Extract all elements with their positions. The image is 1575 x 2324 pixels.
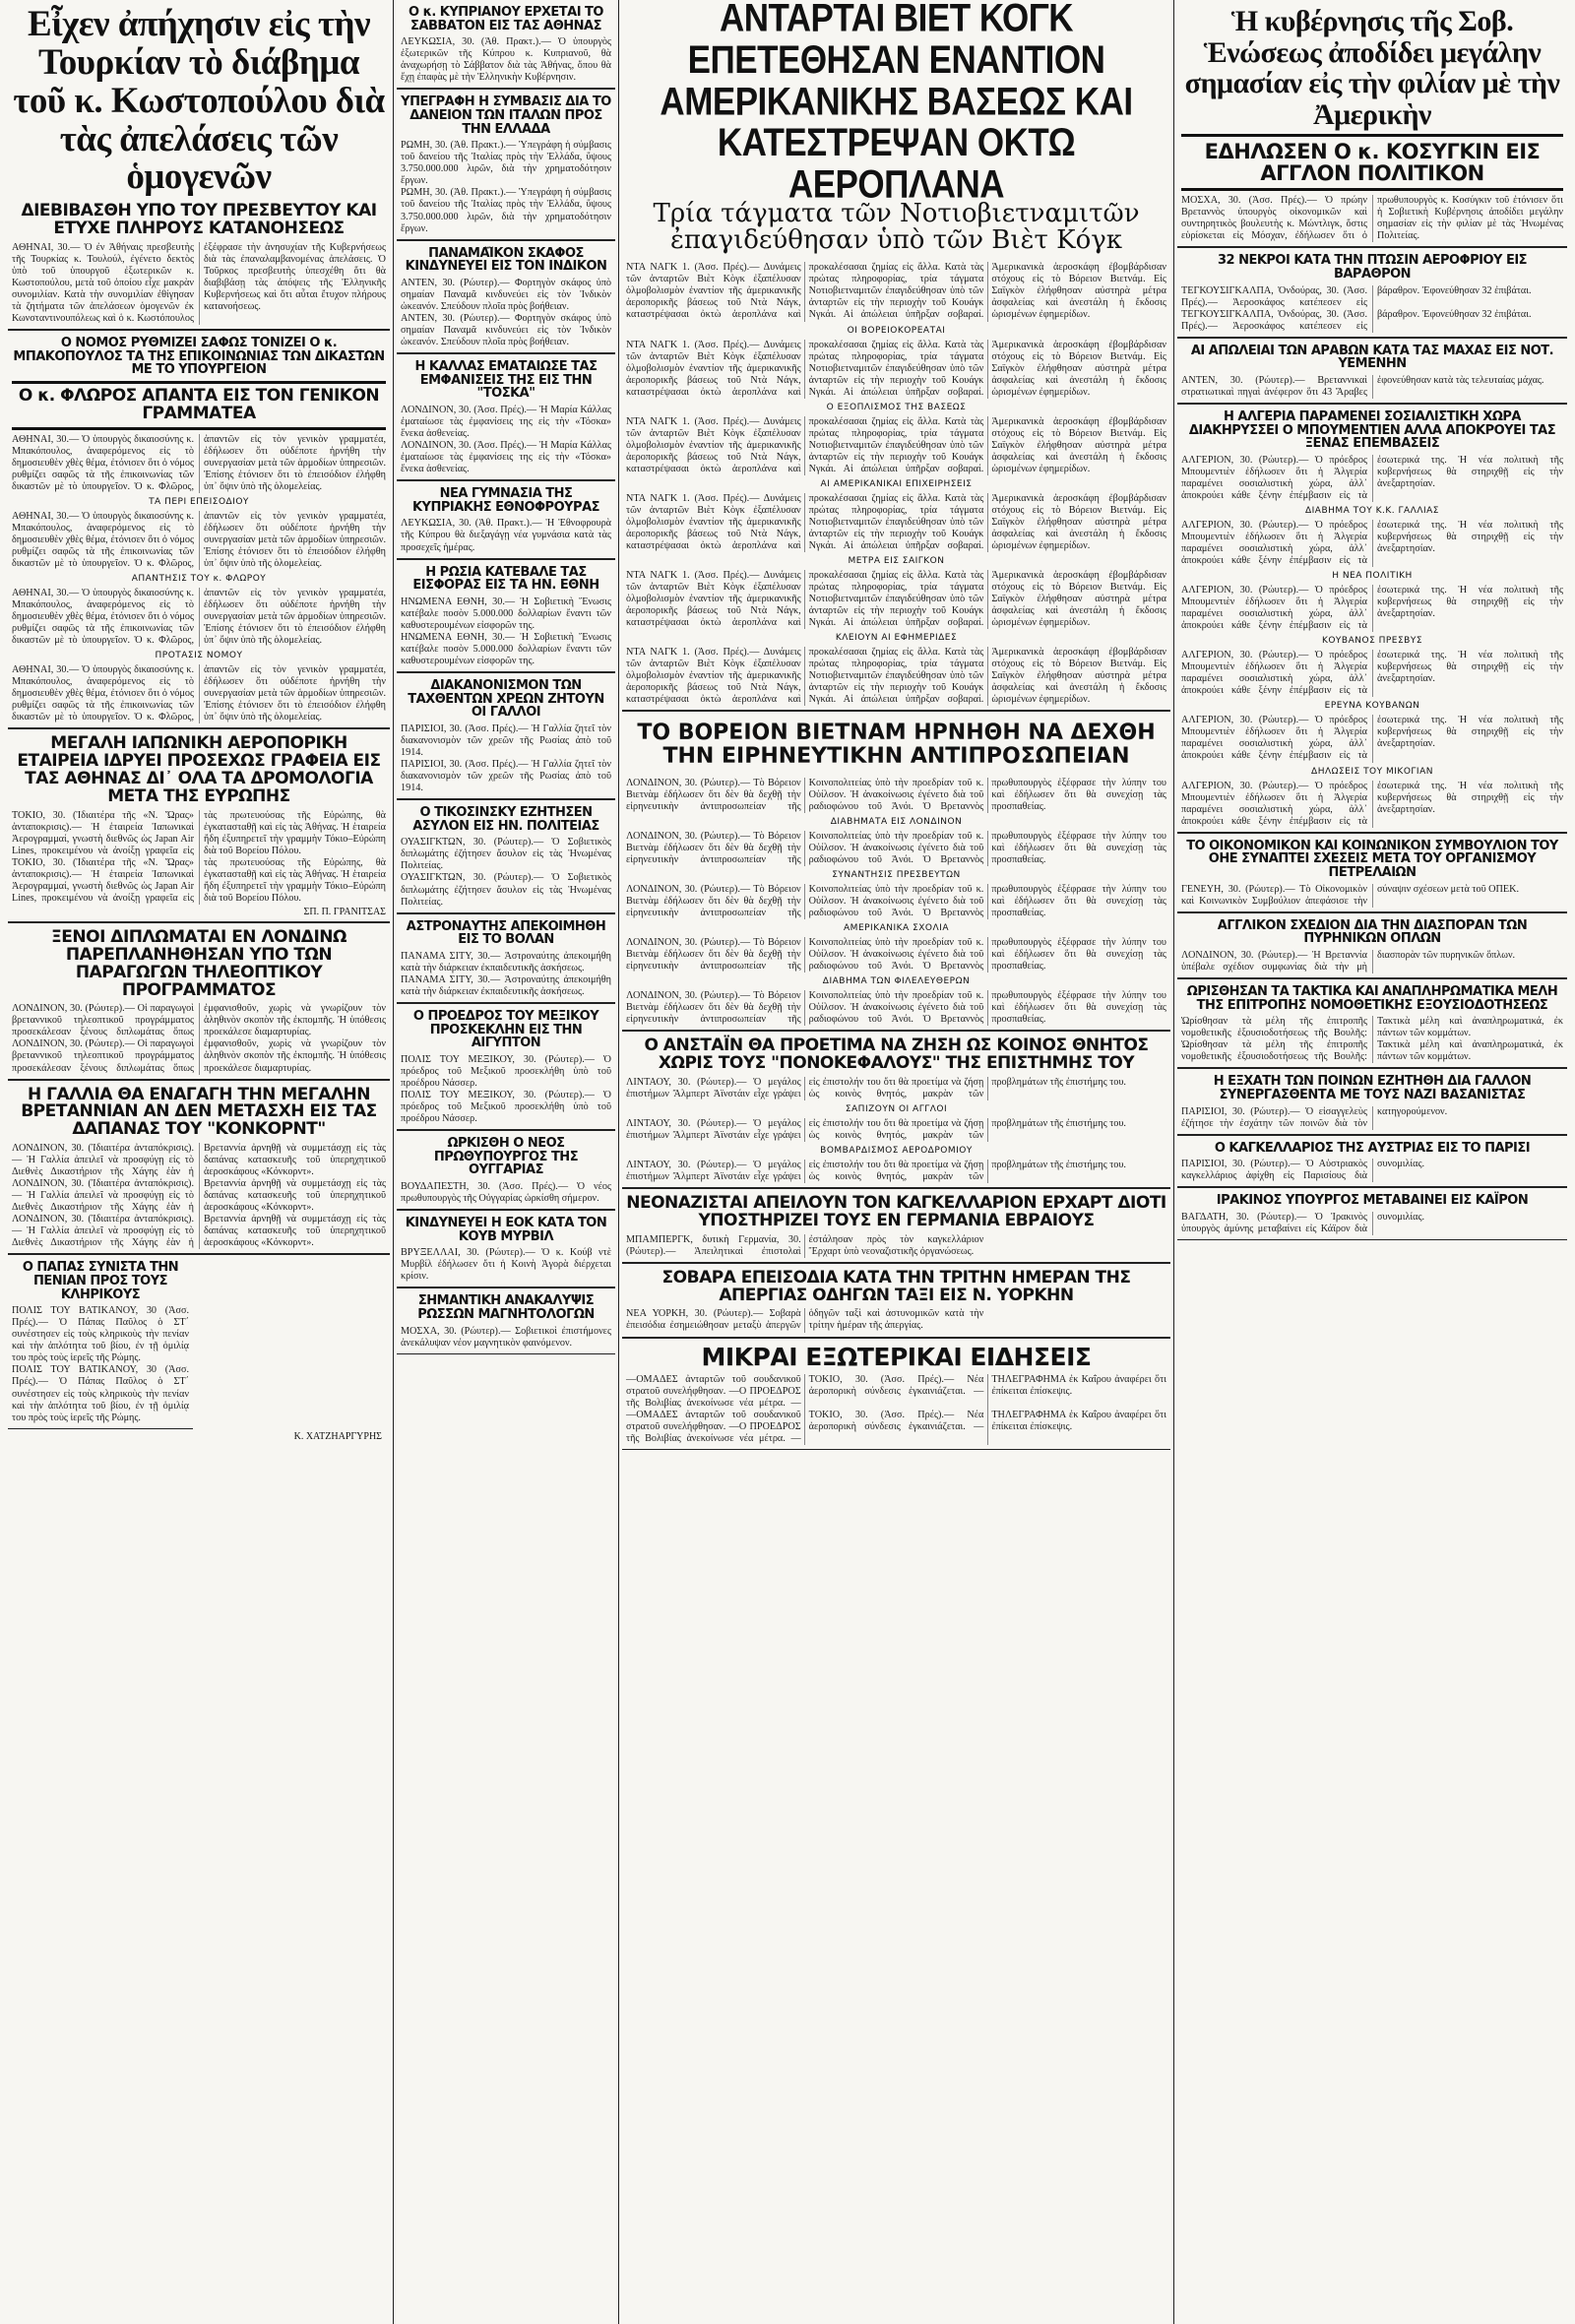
headline: ΑΝΤΑΡΤΑΙ ΒΙΕΤ ΚΟΓΚ ΕΠΕΤΕΘΗΣΑΝ ΕΝΑΝΤΙΟΝ ΑΜΕΡΙΚΑΝΙΚΗΣ ΒΑΣΕΩΣ ΚΑΙ ΚΑΤΕΣΤΡΕΨΑΝ ΟΚΤΩ ΑΕΡΟΠΛΑΝΑ [660, 0, 1133, 207]
headline: ΤΟ ΟΙΚΟΝΟΜΙΚΟΝ ΚΑΙ ΚΟΙΝΩΝΙΚΟΝ ΣΥΜΒΟΥΛΙΟΝ ΤΟΥ ΟΗΕ ΣΥΝΑΠΤΕΙ ΣΧΕΣΕΙΣ ΜΕΤΑ ΤΟΥ ΟΡΓΑΝΙΣΜΟΥ ΠΕΤΡΕΛΑΙΩΝ [1186, 838, 1558, 880]
article-body-cont: Ὡρίσθησαν τὰ μέλη τῆς ἐπιτροπῆς νομοθετικῆς ἐξουσιοδοτήσεως τῆς Βουλῆς: Τακτικὰ μέλη καὶ ἀναπληρωματικά, ἐκ πάντων τῶν κομμάτων. [1181, 1039, 1563, 1063]
article-body-cont: ΛΟΝΔΙΝΟΝ, 30. (Ρώυτερ).— Τὸ Βόρειον Βιετνὰμ ἐδήλωσεν ὅτι δὲν θὰ δεχθῇ τὴν εἰρηνευτικὴν ἀντιπροσωπείαν τῆς Κοινοπολιτείας ὑπὸ τὴν προεδρίαν τοῦ κ. Οὐίλσον. Ἡ ἀνακοίνωσις ἐγένετο διὰ τοῦ ραδιοφώνου τοῦ Ἀνόι. Ὁ Βρεταννὸς πρωθυπουργὸς ἐξέφρασε τὴν λύπην του καὶ ἐδήλωσεν ὅτι θὰ συνεχίσῃ τὰς προσπαθείας. [626, 883, 1166, 918]
section-label: ΕΡΕΥΝΑ ΚΟΥΒΑΝΩΝ [1324, 701, 1420, 712]
article-body: —ΟΜΑΔΕΣ ἀνταρτῶν τοῦ σουδανικοῦ στρατοῦ συνελήφθησαν. —Ο ΠΡΟΕΔΡΟΣ τῆς Βολιβίας ἀνεκοίνωσε νέα μέτρα. —ΤΟΚΙΟ, 30. (Ἀσσ. Πρές).— Νέα ἀεροπορικὴ σύνδεσις ἐγκαινιάζεται. —ΤΗΛΕΓΡΑΦΗΜΑ ἐκ Καΐρου ἀναφέρει ὅτι ἐπίκειται ἐπίσκεψις. [626, 1373, 1166, 1409]
headline: Ο ΚΑΓΚΕΛΛΑΡΙΟΣ ΤΗΣ ΑΥΣΤΡΙΑΣ ΕΙΣ ΤΟ ΠΑΡΙΣΙ [1214, 1140, 1531, 1156]
deck: ΔΙΕΒΙΒΑΣΘΗ ΥΠΟ ΤΟΥ ΠΡΕΣΒΕΥΤΟΥ ΚΑΙ ΕΤΥΧΕ ΠΛΗΡΟΥΣ ΚΑΤΑΝΟΗΣΕΩΣ [21, 201, 377, 239]
article-body: ΛΙΝΤΑΟΥ, 30. (Ρώυτερ).— Ὁ μεγάλος ἐπιστήμων Ἄλμπερτ Ἀϊνστάιν εἶχε γράψει εἰς ἐπιστολήν του ὅτι θὰ προετίμα νὰ ζήσῃ ὡς κοινὸς θνητός, μακρὰν τῶν προβλημάτων τῆς ἐπιστήμης του. [626, 1076, 1126, 1099]
article-body-cont: ΛΟΝΔΙΝΟΝ, 30. (Ρώυτερ).— Τὸ Βόρειον Βιετνὰμ ἐδήλωσεν ὅτι δὲν θὰ δεχθῇ τὴν εἰρηνευτικὴν ἀντιπροσωπείαν τῆς Κοινοπολιτείας ὑπὸ τὴν προεδρίαν τοῦ κ. Οὐίλσον. Ἡ ἀνακοίνωσις ἐγένετο διὰ τοῦ ραδιοφώνου τοῦ Ἀνόι. Ὁ Βρεταννὸς πρωθυπουργὸς ἐξέφρασε τὴν λύπην του καὶ ἐδήλωσεν ὅτι θὰ συνεχίσῃ τὰς προσπαθείας. [626, 990, 1166, 1026]
article-body: ΛΟΝΔΙΝΟΝ, 30. (Ἀσσ. Πρές).— Ἡ Μαρία Κάλλας ἐματαίωσε τὰς ἐμφανίσεις της εἰς τὴν «Τόσκα» ἕνεκα ἀσθενείας. [401, 404, 611, 440]
article-body-cont: ΑΘΗΝΑΙ, 30.— Ὁ ὑπουργὸς δικαιοσύνης κ. Μπακόπουλος, ἀναφερόμενος εἰς τὸ δημοσιευθὲν χθὲς θέμα, ἐτόνισεν ὅτι ὁ νόμος ρυθμίζει σαφῶς τὰ τῆς ἐπικοινωνίας τῶν δικαστῶν μὲ τὸ ὑπουργεῖον. Ὁ κ. Φλῶρος, ἀπαντῶν εἰς τὸν γενικὸν γραμματέα, ἐδήλωσεν ὅτι οὐδέποτε ἠρνήθη τὴν συνεργασίαν μετὰ τῶν ἁρμοδίων ὑπηρεσιῶν. Ἐπίσης ἐτόνισεν ὅτι τὸ ἐπεισόδιον ἐλήφθη ὑπ᾽ ὄψιν ὑπὸ τῆς ὁλομελείας. [12, 588, 386, 647]
article-body-cont: ΛΟΝΔΙΝΟΝ, 30. (Ρώυτερ).— Οἱ παραγωγοὶ βρεταννικοῦ τηλεοπτικοῦ προγράμματος προσεκάλεσαν ξένους διπλωμάτας ὅπως ἐμφανισθοῦν, χωρὶς νὰ γνωρίζουν τὸν ἀληθινὸν σκοπὸν τῆς ἐκπομπῆς. Ἡ ὑπόθεσις προεκάλεσε διαμαρτυρίας. [12, 1038, 386, 1074]
article-body: ΑΘΗΝΑΙ, 30.— Ὁ ὑπουργὸς δικαιοσύνης κ. Μπακόπουλος, ἀναφερόμενος εἰς τὸ δημοσιευθὲν χθὲς θέμα, ἐτόνισεν ὅτι ὁ νόμος ρυθμίζει σαφῶς τὰ τῆς ἐπικοινωνίας τῶν δικαστῶν μὲ τὸ ὑπουργεῖον. Ὁ κ. Φλῶρος, ἀπαντῶν εἰς τὸν γενικὸν γραμματέα, ἐδήλωσεν ὅτι οὐδέποτε ἠρνήθη τὴν συνεργασίαν μετὰ τῶν ἁρμοδίων ὑπηρεσιῶν. Ἐπίσης ἐτόνισεν ὅτι τὸ ἐπεισόδιον ἐλήφθη ὑπ᾽ ὄψιν ὑπὸ τῆς ὁλομελείας. [12, 433, 386, 492]
headline: Η ΑΛΓΕΡΙΑ ΠΑΡΑΜΕΝΕΙ ΣΟΣΙΑΛΙΣΤΙΚΗ ΧΩΡΑ ΔΙΑΚΗΡΥΣΣΕΙ Ο ΜΠΟΥΜΕΝΤΙΕΝ ΑΛΛΑ ΑΠΟΚΡΟΥΕΙ ΤΑΣ ΞΕΝΑΣ ΕΠΕΜΒΑΣΕΙΣ [1188, 408, 1556, 452]
byline: Κ. ΧΑΤΖΗΑΡΓΥΡΗΣ [293, 1430, 382, 1442]
article-body: ΓΕΝΕΥΗ, 30. (Ρώυτερ).— Τὸ Οἰκονομικὸν καὶ Κοινωνικὸν Συμβούλιον ἀπεφάσισε τὴν σύναψιν σχέσεων μετὰ τοῦ ΟΠΕΚ. [1181, 883, 1520, 907]
article-vietcong [622, 0, 1170, 712]
section-label: ΟΙ ΒΟΡΕΙΟΚΟΡΕΑΤΑΙ [847, 325, 946, 336]
article-pope [8, 1255, 193, 1428]
section-label: ΔΙΑΒΗΜΑ ΤΟΥ Κ.Κ. ΓΑΛΛΙΑΣ [1304, 506, 1439, 517]
article-body: ΜΠΑΜΠΕΡΓΚ, δυτικὴ Γερμανία, 30. (Ρώυτερ).— Ἀπειλητικαὶ ἐπιστολαὶ ἐστάλησαν πρὸς τὸν καγκελλάριον Ἔρχαρτ ὑπὸ νεοναζιστικῆς ὀργανώσεως. [626, 1233, 984, 1257]
section-label: ΣΥΝΑΝΤΗΣΙΣ ΠΡΕΣΒΕΥΤΩΝ [832, 869, 961, 880]
article-japan-airline [8, 729, 390, 923]
article-eec [397, 1211, 615, 1288]
article-body: ΒΑΓΔΑΤΗ, 30. (Ρώυτερ).— Ὁ Ἰρακινὸς ὑπουργὸς ἀμύνης μεταβαίνει εἰς Κάϊρον διὰ συνομιλίας. [1181, 1212, 1425, 1235]
article-panama-ship [397, 241, 615, 354]
headline: ΩΡΚΙΣΘΗ Ο ΝΕΟΣ ΠΡΩΘΥΠΟΥΡΓΟΣ ΤΗΣ ΟΥΓΓΑΡΙΑΣ [433, 1136, 579, 1178]
article-taxi-strike [622, 1264, 1170, 1339]
article-body: ΤΕΓΚΟΥΣΙΓΚΑΛΠΑ, Ὁνδούρας, 30. (Ἀσσ. Πρές).— Ἀεροσκάφος κατέπεσεν εἰς βάραθρον. Ἐφονεύθησαν 32 ἐπιβάται. [1181, 284, 1532, 308]
article-mexico [397, 1004, 615, 1131]
article-body-cont: ΑΝΤΕΝ, 30. (Ρώυτερ).— Φορτηγὸν σκάφος ὑπὸ σημαίαν Παναμᾶ κινδυνεύει εἰς τὸν Ἰνδικὸν ὠκεανόν. Σπεύδουν πλοῖα πρὸς βοήθειαν. [401, 312, 611, 348]
article-body-cont: ΤΟΚΙΟ, 30. (Ἰδιαιτέρα τῆς «Ν. Ὥρας» ἀνταποκρισις).— Ἡ ἑταιρεία Ἰαπωνικαὶ Ἀερογραμμαί, γνωστὴ διεθνῶς ὡς Japan Air Lines, προκειμένου νὰ ἀνοίξῃ γραφεῖα εἰς τὰς πρωτευούσας τῆς Εὐρώπης, θὰ ἐγκατασταθῇ καὶ εἰς τὰς Ἀθήνας. Ἡ ἑταιρεία ἤδη ἐξυπηρετεῖ τὴν γραμμὴν Τόκιο–Εὐρώπη διὰ τοῦ Βορείου Πόλου. [12, 856, 386, 904]
headline: ΚΙΝΔΥΝΕΥΕΙ Η ΕΟΚ ΚΑΤΑ ΤΟΝ ΚΟΥΒ ΜΥΡΒΙΛ [405, 1216, 607, 1244]
article-austria [1177, 1136, 1567, 1189]
article-kosygin [1177, 0, 1567, 248]
article-body: ΠΟΛΙΣ ΤΟΥ ΜΕΞΙΚΟΥ, 30. (Ρώυτερ).— Ὁ πρόεδρος τοῦ Μεξικοῦ προσεκλήθη ὑπὸ τοῦ προέδρου Νάσσερ. [401, 1053, 611, 1089]
article-einstein [622, 1032, 1170, 1189]
article-diplomats [8, 923, 390, 1081]
article-body: ΑΘΗΝΑΙ, 30.— Ὁ ἐν Ἀθήναις πρεσβευτὴς τῆς Τουρκίας κ. Τουλούλ, ἐγένετο δεκτὸς ὑπὸ τοῦ ὑπουργοῦ ἐξωτερικῶν κ. Κωστοπούλου, μετὰ τοῦ ὁποίου εἶχε μακρὰν συνομιλίαν. Κατὰ τὴν συνομιλίαν ἐθίγησαν τὰ ζητήματα τῶν ἀπελάσεων ὁμογενῶν ἐκ Κωνσταντινουπόλεως καὶ ὁ κ. Κωστόπουλος ἐξέφρασε τὴν ἀνησυχίαν τῆς Κυβερνήσεως διὰ τὰς ἐπαναλαμβανομένας ἀπελάσεις. Ὁ Τοῦρκος πρεσβευτὴς ὑπεσχέθη ὅτι θὰ διαβιβάσῃ τὰς ἀπόψεις τῆς Ἑλληνικῆς Κυβερνήσεως καὶ ὅτι αὗται ἔτυχον πλήρους κατανοήσεως. [12, 241, 386, 325]
article-french-debts [397, 673, 615, 800]
article-body-cont: ΤΕΓΚΟΥΣΙΓΚΑΛΠΑ, Ὁνδούρας, 30. (Ἀσσ. Πρές).— Ἀεροσκάφος κατέπεσεν εἰς βάραθρον. Ἐφονεύθησαν 32 ἐπιβάται. [1181, 308, 1532, 332]
article-plane-crash [1177, 248, 1567, 338]
article-callas [397, 354, 615, 481]
column-rule [393, 0, 394, 2324]
article-body-cont: ΑΘΗΝΑΙ, 30.— Ὁ ὑπουργὸς δικαιοσύνης κ. Μπακόπουλος, ἀναφερόμενος εἰς τὸ δημοσιευθὲν χθὲς θέμα, ἐτόνισεν ὅτι ὁ νόμος ρυθμίζει σαφῶς τὰ τῆς ἐπικοινωνίας τῶν δικαστῶν μὲ τὸ ὑπουργεῖον. Ὁ κ. Φλῶρος, ἀπαντῶν εἰς τὸν γενικὸν γραμματέα, ἐδήλωσεν ὅτι οὐδέποτε ἠρνήθη τὴν συνεργασίαν μετὰ τῶν ἁρμοδίων ὑπηρεσιῶν. Ἐπίσης ἐτόνισεν ὅτι τὸ ἐπεισόδιον ἐλήφθη ὑπ᾽ ὄψιν ὑπὸ τῆς ὁλομελείας. [12, 510, 386, 570]
headline: ΜΙΚΡΑΙ ΕΞΩΤΕΡΙΚΑΙ ΕΙΔΗΣΕΙΣ [701, 1342, 1092, 1371]
article-body: ΠΑΝΑΜΑ ΣΙΤΥ, 30.— Ἀστροναύτης ἀπεκοιμήθη κατὰ τὴν διάρκειαν ἐκπαιδευτικῆς ἀσκήσεως. [401, 950, 611, 974]
article-neonazis [622, 1189, 1170, 1264]
section-label: ΑΠΑΝΤΗΣΙΣ ΤΟΥ κ. ΦΛΩΡΟΥ [131, 574, 267, 585]
headline: Η ΕΞΧΑΤΗ ΤΩΝ ΠΟΙΝΩΝ ΕΖΗΤΗΘΗ ΔΙΑ ΓΑΛΛΟΝ ΣΥΝΕΡΓΑΣΘΕΝΤΑ ΜΕ ΤΟΥΣ ΝΑΖΙ ΒΑΣΑΝΙΣΤΑΣ [1213, 1074, 1532, 1103]
headline: Ο ΑΝΣΤΑΪΝ ΘΑ ΠΡΟΕΤΙΜΑ ΝΑ ΖΗΣΗ ΩΣ ΚΟΙΝΟΣ ΘΝΗΤΟΣ ΧΩΡΙΣ ΤΟΥΣ "ΠΟΝΟΚΕΦΑΛΟΥΣ" ΤΗΣ ΕΠΙΣΤΗΜΗΣ ΤΟΥ [644, 1036, 1149, 1073]
article-body-cont: ΝΤΑ ΝΑΓΚ 1. (Ἀσσ. Πρές).— Δυνάμεις τῶν ἀνταρτῶν Βιὲτ Κὸγκ ἐξαπέλυσαν ὀλμοβολισμὸν ἐναντίον τῆς ἀμερικανικῆς ἀεροπορικῆς βάσεως τοῦ Ντὰ Νάγκ, καταστρέψασαι ὀκτὼ ἀεροπλάνα καὶ προκαλέσασαι ζημίας εἰς ἄλλα. Κατὰ τὰς πρώτας πληροφορίας, τρία τάγματα Νοτιοβιετναμιτῶν ἐπαγιδεύθησαν ὑπὸ τῶν ἀνταρτῶν εἰς τὴν περιοχὴν τοῦ Κουάγκ Νγκάι. Αἱ ἀπώλειαι ὑπῆρξαν σοβαραί. Ἀμερικανικὰ ἀεροσκάφη ἐβομβάρδισαν στόχους εἰς τὸ Βόρειον Βιετνάμ. Εἰς Σαϊγκὸν ἐλήφθησαν αὐστηρὰ μέτρα ἀσφαλείας καὶ ἀνεστάλη ἡ ἔκδοσις ὡρισμένων ἐφημερίδων. [626, 492, 1166, 551]
headline: Η ΚΑΛΛΑΣ ΕΜΑΤΑΙΩΣΕ ΤΑΣ ΕΜΦΑΝΙΣΕΙΣ ΤΗΣ ΕΙΣ ΤΗΝ "ΤΟΣΚΑ" [414, 359, 598, 402]
section-label: ΚΛΕΙΟΥΝ ΑΙ ΕΦΗΜΕΡΙΔΕΣ [835, 633, 958, 644]
article-body: ΤΟΚΙΟ, 30. (Ἰδιαιτέρα τῆς «Ν. Ὥρας» ἀνταποκρισις).— Ἡ ἑταιρεία Ἰαπωνικαὶ Ἀερογραμμαί, γνωστὴ διεθνῶς ὡς Japan Air Lines, προκειμένου νὰ ἀνοίξῃ γραφεῖα εἰς τὰς πρωτευούσας τῆς Εὐρώπης, θὰ ἐγκατασταθῇ καὶ εἰς τὰς Ἀθήνας. Ἡ ἑταιρεία ἤδη ἐξυπηρετεῖ τὴν γραμμὴν Τόκιο–Εὐρώπη διὰ τοῦ Βορείου Πόλου. [12, 809, 386, 856]
article-body-cont: ΝΤΑ ΝΑΓΚ 1. (Ἀσσ. Πρές).— Δυνάμεις τῶν ἀνταρτῶν Βιὲτ Κὸγκ ἐξαπέλυσαν ὀλμοβολισμὸν ἐναντίον τῆς ἀμερικανικῆς ἀεροπορικῆς βάσεως τοῦ Ντὰ Νάγκ, καταστρέψασαι ὀκτὼ ἀεροπλάνα καὶ προκαλέσασαι ζημίας εἰς ἄλλα. Κατὰ τὰς πρώτας πληροφορίας, τρία τάγματα Νοτιοβιετναμιτῶν ἐπαγιδεύθησαν ὑπὸ τῶν ἀνταρτῶν εἰς τὴν περιοχὴν τοῦ Κουάγκ Νγκάι. Αἱ ἀπώλειαι ὑπῆρξαν σοβαραί. Ἀμερικανικὰ ἀεροσκάφη ἐβομβάρδισαν στόχους εἰς τὸ Βόρειον Βιετνάμ. Εἰς Σαϊγκὸν ἐλήφθησαν αὐστηρὰ μέτρα ἀσφαλείας καὶ ἀνεστάλη ἡ ἔκδοσις ὡρισμένων ἐφημερίδων. [626, 569, 1166, 629]
headline: ΣΟΒΑΡΑ ΕΠΕΙΣΟΔΙΑ ΚΑΤΑ ΤΗΝ ΤΡΙΤΗΝ ΗΜΕΡΑΝ ΤΗΣ ΑΠΕΡΓΙΑΣ ΟΔΗΓΩΝ ΤΑΞΙ ΕΙΣ Ν. ΥΟΡΚΗΝ [662, 1267, 1131, 1305]
headline: Ο ΤΙΚΟΣΙΝΣΚΥ ΕΖΗΤΗΣΕΝ ΑΣΥΛΟΝ ΕΙΣ ΗΝ. ΠΟΛΙΤΕΙΑΣ [412, 805, 599, 834]
headline: ΤΟ ΒΟΡΕΙΟΝ ΒΙΕΤΝΑΜ ΗΡΝΗΘΗ ΝΑ ΔΕΧΘΗ ΤΗΝ ΕΙΡΗΝΕΥΤΙΚΗΝ ΑΝΤΙΠΡΟΣΩΠΕΙΑΝ [637, 721, 1156, 770]
article-body: ΝΤΑ ΝΑΓΚ 1. (Ἀσσ. Πρές).— Δυνάμεις τῶν ἀνταρτῶν Βιὲτ Κὸγκ ἐξαπέλυσαν ὀλμοβολισμὸν ἐναντίον τῆς ἀμερικανικῆς ἀεροπορικῆς βάσεως τοῦ Ντὰ Νάγκ, καταστρέψασαι ὀκτὼ ἀεροπλάνα καὶ προκαλέσασαι ζημίας εἰς ἄλλα. Κατὰ τὰς πρώτας πληροφορίας, τρία τάγματα Νοτιοβιετναμιτῶν ἐπαγιδεύθησαν ὑπὸ τῶν ἀνταρτῶν εἰς τὴν περιοχὴν τοῦ Κουάγκ Νγκάι. Αἱ ἀπώλειαι ὑπῆρξαν σοβαραί. Ἀμερικανικὰ ἀεροσκάφη ἐβομβάρδισαν στόχους εἰς τὸ Βόρειον Βιετνάμ. Εἰς Σαϊγκὸν ἐλήφθησαν αὐστηρὰ μέτρα ἀσφαλείας καὶ ἀνεστάλη ἡ ἔκδοσις ὡρισμένων ἐφημερίδων. [626, 262, 1166, 321]
article-committee [1177, 979, 1567, 1069]
headline: ΣΗΜΑΝΤΙΚΗ ΑΝΑΚΑΛΥΨΙΣ ΡΩΣΣΩΝ ΜΑΓΝΗΤΟΛΟΓΩΝ [417, 1293, 595, 1323]
article-body-cont: ΝΤΑ ΝΑΓΚ 1. (Ἀσσ. Πρές).— Δυνάμεις τῶν ἀνταρτῶν Βιὲτ Κὸγκ ἐξαπέλυσαν ὀλμοβολισμὸν ἐναντίον τῆς ἀμερικανικῆς ἀεροπορικῆς βάσεως τοῦ Ντὰ Νάγκ, καταστρέψασαι ὀκτὼ ἀεροπλάνα καὶ προκαλέσασαι ζημίας εἰς ἄλλα. Κατὰ τὰς πρώτας πληροφορίας, τρία τάγματα Νοτιοβιετναμιτῶν ἐπαγιδεύθησαν ὑπὸ τῶν ἀνταρτῶν εἰς τὴν περιοχὴν τοῦ Κουάγκ Νγκάι. Αἱ ἀπώλειαι ὑπῆρξαν σοβαραί. Ἀμερικανικὰ ἀεροσκάφη ἐβομβάρδισαν στόχους εἰς τὸ Βόρειον Βιετνάμ. Εἰς Σαϊγκὸν ἐλήφθησαν αὐστηρὰ μέτρα ἀσφαλείας καὶ ἀνεστάλη ἡ ἔκδοσις ὡρισμένων ἐφημερίδων. [626, 415, 1166, 474]
article-short-news [622, 1339, 1170, 1450]
article-body: ΜΟΣΧΑ, 30. (Ρώυτερ).— Σοβιετικοὶ ἐπιστήμονες ἀνεκάλυψαν νέον μαγνητικὸν φαινόμενον. [401, 1325, 611, 1349]
article-body: ΒΡΥΞΕΛΛΑΙ, 30. (Ρώυτερ).— Ὁ κ. Κούβ ντὲ Μυρβίλ ἐδήλωσεν ὅτι ἡ Κοινὴ Ἀγορὰ διέρχεται κρίσιν. [401, 1247, 611, 1283]
headline: ΞΕΝΟΙ ΔΙΠΛΩΜΑΤΑΙ ΕΝ ΛΟΝΔΙΝΩ ΠΑΡΕΠΛΑΝΗΘΗΣΑΝ ΥΠΟ ΤΩΝ ΠΑΡΑΓΩΓΩΝ ΤΗΛΕΟΠΤΙΚΟΥ ΠΡΟΓΡΑΜΜΑΤΟΣ [51, 926, 346, 1000]
article-body-cont: ΛΟΝΔΙΝΟΝ, 30. (Ρώυτερ).— Τὸ Βόρειον Βιετνὰμ ἐδήλωσεν ὅτι δὲν θὰ δεχθῇ τὴν εἰρηνευτικὴν ἀντιπροσωπείαν τῆς Κοινοπολιτείας ὑπὸ τὴν προεδρίαν τοῦ κ. Οὐίλσον. Ἡ ἀνακοίνωσις ἐγένετο διὰ τοῦ ραδιοφώνου τοῦ Ἀνόι. Ὁ Βρεταννὸς πρωθυπουργὸς ἐξέφρασε τὴν λύπην του καὶ ἐδήλωσεν ὅτι θὰ συνεχίσῃ τὰς προσπαθείας. [626, 830, 1166, 865]
headline: Ο ΠΡΟΕΔΡΟΣ ΤΟΥ ΜΕΞΙΚΟΥ ΠΡΟΣΚΕΚΛΗΝ ΕΙΣ ΤΗΝ ΑΙΓΥΠΤΟΝ [412, 1008, 599, 1051]
article-asylum [397, 800, 615, 913]
article-judges [8, 331, 390, 729]
subheadline: Τρία τάγματα τῶν Νοτιοβιετναμιτῶν ἐπαγιδεύθησαν ὑπὸ τῶν Βιὲτ Κόγκ [653, 198, 1140, 256]
article-body-cont: ΑΛΓΕΡΙΟΝ, 30. (Ρώυτερ).— Ὁ πρόεδρος Μπουμεντιὲν ἐδήλωσεν ὅτι ἡ Ἀλγερία παραμένει σοσιαλιστικὴ χώρα, ἀλλ᾽ ἀποκρούει κάθε ξένην ἐπέμβασιν εἰς τὰ ἐσωτερικά της. Ἡ νέα πολιτικὴ τῆς κυβερνήσεως θὰ στηριχθῇ εἰς τὴν ἀνεξαρτησίαν. [1181, 520, 1563, 567]
article-magnetism [397, 1288, 615, 1353]
section-label: ΚΟΥΒΑΝΟΣ ΠΡΕΣΒΥΣ [1321, 636, 1423, 647]
article-body: ΑΛΓΕΡΙΟΝ, 30. (Ρώυτερ).— Ὁ πρόεδρος Μπουμεντιὲν ἐδήλωσεν ὅτι ἡ Ἀλγερία παραμένει σοσιαλιστικὴ χώρα, ἀλλ᾽ ἀποκρούει κάθε ξένην ἐπέμβασιν εἰς τὰ ἐσωτερικά της. Ἡ νέα πολιτικὴ τῆς κυβερνήσεως θὰ στηριχθῇ εἰς τὴν ἀνεξαρτησίαν. [1181, 454, 1563, 501]
article-algeria [1177, 405, 1567, 834]
article-body: ΠΟΛΙΣ ΤΟΥ ΒΑΤΙΚΑΝΟΥ, 30 (Ἀσσ. Πρές).— Ὁ Πάπας Παῦλος ὁ ΣΤ΄ συνέστησεν εἰς τοὺς κληρικοὺς τὴν πενίαν καὶ τὴν ἀπλότητα τοῦ βίου, ἐν τῇ ὁμιλίᾳ του πρὸς τοὺς ἱερεῖς τῆς Ρώμης. [12, 1305, 189, 1364]
headline: ΝΕΟΝΑΖΙΣΤΑΙ ΑΠΕΙΛΟΥΝ ΤΟΝ ΚΑΓΚΕΛΛΑΡΙΟΝ ΕΡΧΑΡΤ ΔΙΟΤΙ ΥΠΟΣΤΗΡΙΖΕΙ ΤΟΥΣ ΕΝ ΓΕΡΜΑΝΙΑ ΕΒΡΑΙΟΥΣ [626, 1193, 1166, 1230]
section-label: Ο ΕΞΟΠΛΙΣΜΟΣ ΤΗΣ ΒΑΣΕΩΣ [826, 402, 967, 412]
article-body: ΑΝΤΕΝ, 30. (Ρώυτερ).— Φορτηγὸν σκάφος ὑπὸ σημαίαν Παναμᾶ κινδυνεύει εἰς τὸν Ἰνδικὸν ὠκεανόν. Σπεύδουν πλοῖα πρὸς βοήθειαν. [401, 277, 611, 312]
headline: ΙΡΑΚΙΝΟΣ ΥΠΟΥΡΓΟΣ ΜΕΤΑΒΑΙΝΕΙ ΕΙΣ ΚΑΪΡΟΝ [1216, 1193, 1529, 1209]
column-4 [1177, 0, 1567, 2324]
headline: Ἡ κυβέρνησις τῆς Σοβ. Ἑνώσεως ἀποδίδει μεγάλην σημασίαν εἰς τὴν φιλίαν μὲ τὴν Ἀμερικὴν [1184, 5, 1560, 131]
article-body: ΛΟΝΔΙΝΟΝ, 30. (Ρώυτερ).— Τὸ Βόρειον Βιετνὰμ ἐδήλωσεν ὅτι δὲν θὰ δεχθῇ τὴν εἰρηνευτικὴν ἀντιπροσωπείαν τῆς Κοινοπολιτείας ὑπὸ τὴν προεδρίαν τοῦ κ. Οὐίλσον. Ἡ ἀνακοίνωσις ἐγένετο διὰ τοῦ ραδιοφώνου τοῦ Ἀνόι. Ὁ Βρεταννὸς πρωθυπουργὸς ἐξέφρασε τὴν λύπην του καὶ ἐδήλωσεν ὅτι θὰ συνεχίσῃ τὰς προσπαθείας. [626, 777, 1166, 812]
article-body-cont: ΑΛΓΕΡΙΟΝ, 30. (Ρώυτερ).— Ὁ πρόεδρος Μπουμεντιὲν ἐδήλωσεν ὅτι ἡ Ἀλγερία παραμένει σοσιαλιστικὴ χώρα, ἀλλ᾽ ἀποκρούει κάθε ξένην ἐπέμβασιν εἰς τὰ ἐσωτερικά της. Ἡ νέα πολιτικὴ τῆς κυβερνήσεως θὰ στηριχθῇ εἰς τὴν ἀνεξαρτησίαν. [1181, 650, 1563, 697]
column-3 [622, 0, 1170, 2324]
section-label: ΠΡΟΤΑΣΙΣ ΝΟΜΟΥ [155, 651, 243, 661]
article-body-cont: ΠΟΛΙΣ ΤΟΥ ΜΕΞΙΚΟΥ, 30. (Ρώυτερ).— Ὁ πρόεδρος τοῦ Μεξικοῦ προσεκλήθη ὑπὸ τοῦ προέδρου Νάσσερ. [401, 1090, 611, 1125]
article-body-cont: ΑΛΓΕΡΙΟΝ, 30. (Ρώυτερ).— Ὁ πρόεδρος Μπουμεντιὲν ἐδήλωσεν ὅτι ἡ Ἀλγερία παραμένει σοσιαλιστικὴ χώρα, ἀλλ᾽ ἀποκρούει κάθε ξένην ἐπέμβασιν εἰς τὰ ἐσωτερικά της. Ἡ νέα πολιτικὴ τῆς κυβερνήσεως θὰ στηριχθῇ εἰς τὴν ἀνεξαρτησίαν. [1181, 715, 1563, 762]
article-body: ΝΕΑ ΥΟΡΚΗ, 30. (Ρώυτερ).— Σοβαρὰ ἐπεισόδια ἐσημειώθησαν μεταξὺ ἀπεργῶν ὁδηγῶν ταξὶ καὶ ἀστυνομικῶν κατὰ τὴν τρίτην ἡμέραν τῆς ἀπεργίας. [626, 1308, 984, 1332]
headline: Η ΓΑΛΛΙΑ ΘΑ ΕΝΑΓΑΓΗ ΤΗΝ ΜΕΓΑΛΗΝ ΒΡΕΤΑΝΝΙΑΝ ΑΝ ΔΕΝ ΜΕΤΑΣΧΗ ΕΙΣ ΤΑΣ ΔΑΠΑΝΑΣ ΤΟΥ "ΚΟΝΚΟΡΝΤ" [21, 1084, 377, 1140]
article-body-cont: ΠΑΡΙΣΙΟΙ, 30. (Ἀσσ. Πρές).— Ἡ Γαλλία ζητεῖ τὸν διακανονισμὸν τῶν χρεῶν τῆς Ρωσίας ἀπὸ τοῦ 1914. [401, 759, 611, 794]
article-body-cont: ΠΟΛΙΣ ΤΟΥ ΒΑΤΙΚΑΝΟΥ, 30 (Ἀσσ. Πρές).— Ὁ Πάπας Παῦλος ὁ ΣΤ΄ συνέστησεν εἰς τοὺς κληρικοὺς τὴν πενίαν καὶ τὴν ἀπλότητα τοῦ βίου, ἐν τῇ ὁμιλίᾳ του πρὸς τοὺς ἱερεῖς τῆς Ρώμης. [12, 1364, 189, 1423]
article-astronaut [397, 914, 615, 1004]
article-body-cont: ΛΟΝΔΙΝΟΝ, 30. (Ρώυτερ).— Τὸ Βόρειον Βιετνὰμ ἐδήλωσεν ὅτι δὲν θὰ δεχθῇ τὴν εἰρηνευτικὴν ἀντιπροσωπείαν τῆς Κοινοπολιτείας ὑπὸ τὴν προεδρίαν τοῦ κ. Οὐίλσον. Ἡ ἀνακοίνωσις ἐγένετο διὰ τοῦ ραδιοφώνου τοῦ Ἀνόι. Ὁ Βρεταννὸς πρωθυπουργὸς ἐξέφρασε τὴν λύπην του καὶ ἐδήλωσεν ὅτι θὰ συνεχίσῃ τὰς προσπαθείας. [626, 936, 1166, 972]
article-body-cont: ΛΙΝΤΑΟΥ, 30. (Ρώυτερ).— Ὁ μεγάλος ἐπιστήμων Ἄλμπερτ Ἀϊνστάιν εἶχε γράψει εἰς ἐπιστολήν του ὅτι θὰ προετίμα νὰ ζήσῃ ὡς κοινὸς θνητός, μακρὰν τῶν προβλημάτων τῆς ἐπιστήμης του. [626, 1117, 1126, 1141]
article-body: ΒΟΥΔΑΠΕΣΤΗ, 30. (Ἀσσ. Πρές).— Ὁ νέος πρωθυπουργὸς τῆς Οὐγγαρίας ὡρκίσθη σήμερον. [401, 1181, 611, 1205]
column-rule [1173, 0, 1174, 2324]
article-body: ΛΟΝΔΙΝΟΝ, 30. (Ἰδιαιτέρα ἀνταπόκρισις).— Ἡ Γαλλία ἀπειλεῖ νὰ προσφύγῃ εἰς τὸ Διεθνὲς Δικαστήριον τῆς Χάγης ἐὰν ἡ Βρεταννία ἀρνηθῇ νὰ συμμετάσχῃ εἰς τὰς δαπάνας κατασκευῆς τοῦ ὑπερηχητικοῦ ἀεροσκάφους «Κόνκορντ». [12, 1143, 386, 1178]
section-label: ΣΑΠΙΖΟΥΝ ΟΙ ΑΓΓΛΟΙ [845, 1103, 948, 1114]
article-body-cont: ΛΙΝΤΑΟΥ, 30. (Ρώυτερ).— Ὁ μεγάλος ἐπιστήμων Ἄλμπερτ Ἀϊνστάιν εἶχε γράψει εἰς ἐπιστολήν του ὅτι θὰ προετίμα νὰ ζήσῃ ὡς κοινὸς θνητός, μακρὰν τῶν προβλημάτων τῆς ἐπιστήμης του. [626, 1159, 1126, 1182]
article-body: ΛΕΥΚΩΣΙΑ, 30. (Ἀθ. Πρακτ.).— Ἡ Ἐθνοφρουρὰ τῆς Κύπρου θὰ διεξαγάγῃ νέα γυμνάσια κατὰ τὰς προσεχεῖς ἡμέρας. [401, 518, 611, 553]
article-body-cont: ΑΛΓΕΡΙΟΝ, 30. (Ρώυτερ).— Ὁ πρόεδρος Μπουμεντιὲν ἐδήλωσεν ὅτι ἡ Ἀλγερία παραμένει σοσιαλιστικὴ χώρα, ἀλλ᾽ ἀποκρούει κάθε ξένην ἐπέμβασιν εἰς τὰ ἐσωτερικά της. Ἡ νέα πολιτικὴ τῆς κυβερνήσεως θὰ στηριχθῇ εἰς τὴν ἀνεξαρτησίαν. [1181, 780, 1563, 827]
article-nuclear [1177, 913, 1567, 979]
article-opec [1177, 834, 1567, 913]
article-iraq [1177, 1188, 1567, 1240]
article-body: Ὡρίσθησαν τὰ μέλη τῆς ἐπιτροπῆς νομοθετικῆς ἐξουσιοδοτήσεως τῆς Βουλῆς: Τακτικὰ μέλη καὶ ἀναπληρωματικά, ἐκ πάντων τῶν κομμάτων. [1181, 1016, 1563, 1039]
article-russia-un [397, 560, 615, 673]
headline: ΩΡΙΣΘΗΣΑΝ ΤΑ ΤΑΚΤΙΚΑ ΚΑΙ ΑΝΑΠΛΗΡΩΜΑΤΙΚΑ ΜΕΛΗ ΤΗΣ ΕΠΙΤΡΟΠΗΣ ΝΟΜΟΘΕΤΙΚΗΣ ΕΞΟΥΣΙΟΔΟΤΗΣΕΩΣ [1186, 983, 1558, 1013]
article-body: ΠΑΡΙΣΙΟΙ, 30. (Ἀσσ. Πρές).— Ἡ Γαλλία ζητεῖ τὸν διακανονισμὸν τῶν χρεῶν τῆς Ρωσίας ἀπὸ τοῦ 1914. [401, 722, 611, 758]
article-kyprianou [397, 0, 615, 90]
article-body: ΛΟΝΔΙΝΟΝ, 30. (Ρώυτερ).— Ἡ Βρεταννία ὑπέβαλε σχέδιον συμφωνίας διὰ τὴν μὴ διασπορὰν τῶν πυρηνικῶν ὅπλων. [1181, 949, 1516, 973]
headline: ΑΓΓΛΙΚΟΝ ΣΧΕΔΙΟΝ ΔΙΑ ΤΗΝ ΔΙΑΣΠΟΡΑΝ ΤΩΝ ΠΥΡΗΝΙΚΩΝ ΟΠΛΩΝ [1217, 917, 1528, 947]
article-national-guard [397, 481, 615, 559]
headline: Ο κ. ΚΥΠΡΙΑΝΟΥ ΕΡΧΕΤΑΙ ΤΟ ΣΑΒΒΑΤΟΝ ΕΙΣ ΤΑΣ ΑΘΗΝΑΣ [409, 5, 603, 33]
headline: ΝΕΑ ΓΥΜΝΑΣΙΑ ΤΗΣ ΚΥΠΡΙΑΚΗΣ ΕΘΝΟΦΡΟΥΡΑΣ [411, 486, 600, 515]
article-body-cont: ΛΟΝΔΙΝΟΝ, 30. (Ἀσσ. Πρές).— Ἡ Μαρία Κάλλας ἐματαίωσε τὰς ἐμφανίσεις της εἰς τὴν «Τόσκα» ἕνεκα ἀσθενείας. [401, 440, 611, 475]
article-body-cont: ΛΟΝΔΙΝΟΝ, 30. (Ἰδιαιτέρα ἀνταπόκρισις).— Ἡ Γαλλία ἀπειλεῖ νὰ προσφύγῃ εἰς τὸ Διεθνὲς Δικαστήριον τῆς Χάγης ἐὰν ἡ Βρεταννία ἀρνηθῇ νὰ συμμετάσχῃ εἰς τὰς δαπάνας κατασκευῆς τοῦ ὑπερηχητικοῦ ἀεροσκάφους «Κόνκορντ». [12, 1178, 386, 1214]
section-label: ΔΙΑΒΗΜΑ ΤΩΝ ΦΙΛΕΛΕΥΘΕΡΩΝ [822, 976, 971, 987]
section-label: ΤΑ ΠΕΡΙ ΕΠΕΙΣΟΔΙΟΥ [149, 496, 249, 507]
article-body-cont: ΡΩΜΗ, 30. (Ἀθ. Πρακτ.).— Ὑπεγράφη ἡ σύμβασις τοῦ δανείου τῆς Ἰταλίας πρὸς τὴν Ἑλλάδα, ὕψους 3.750.000.000 λιρῶν, διὰ τὴν χρηματοδότησιν ἔργων. [401, 187, 611, 234]
article-body: ΠΑΡΙΣΙΟΙ, 30. (Ρώυτερ).— Ὁ Αὐστριακὸς καγκελλάριος ἀφίχθη εἰς Παρισίους διὰ συνομιλίας. [1181, 1159, 1425, 1182]
article-north-vietnam [622, 712, 1170, 1032]
article-body: ΑΝΤΕΝ, 30. (Ρώυτερ).— Βρεταννικαὶ στρατιωτικαὶ πηγαὶ ἀνέφερον ὅτι 43 Ἄραβες ἐφονεύθησαν κατὰ τὰς τελευταίας μάχας. [1181, 374, 1544, 398]
headline: ΔΙΑΚΑΝΟΝΙΣΜΟΝ ΤΩΝ ΤΑΧΘΕΝΤΩΝ ΧΡΕΩΝ ΖΗΤΟΥΝ ΟΙ ΓΑΛΛΟΙ [408, 678, 604, 721]
section-label: ΑΜΕΡΙΚΑΝΙΚΑ ΣΧΟΛΙΑ [844, 922, 949, 933]
headline: Ο ΝΟΜΟΣ ΡΥΘΜΙΖΕΙ ΣΑΦΩΣ ΤΟΝΙΖΕΙ Ο κ. ΜΠΑΚΟΠΟΥΛΟΣ ΤΑ ΤΗΣ ΕΠΙΚΟΙΝΩΝΙΑΣ ΤΩΝ ΔΙΚΑΣΤΩΝ ΜΕ ΤΟ ΥΠΟΥΡΓΕΙΟΝ [13, 336, 385, 378]
section-label: ΑΙ ΑΜΕΡΙΚΑΝΙΚΑΙ ΕΠΙΧΕΙΡΗΣΕΙΣ [820, 478, 973, 489]
article-body: ΟΥΑΣΙΓΚΤΩΝ, 30. (Ρώυτερ).— Ὁ Σοβιετικὸς διπλωμάτης ἐζήτησεν ἄσυλον εἰς τὰς Ἡνωμένας Πολιτείας. [401, 837, 611, 872]
column-2 [397, 0, 615, 2324]
article-body: ΜΟΣΧΑ, 30. (Ἀσσ. Πρές).— Ὁ πρώην Βρεταννὸς ὑπουργὸς οἰκονομικῶν καὶ συντηρητικὸς βουλευτὴς κ. Μώντλιγκ, ὅστις εὑρίσκεται εἰς Μόσχαν, ἐδήλωσεν ὅτι ὁ πρωθυπουργὸς κ. Κοσύγκιν τοῦ ἐτόνισεν ὅτι ἡ Σοβιετικὴ Κυβέρνησις ἀποδίδει μεγάλην σημασίαν εἰς τὴν φιλίαν μὲ τὰς Ἡνωμένας Πολιτείας. [1181, 195, 1563, 242]
article-body-cont: ΑΘΗΝΑΙ, 30.— Ὁ ὑπουργὸς δικαιοσύνης κ. Μπακόπουλος, ἀναφερόμενος εἰς τὸ δημοσιευθὲν χθὲς θέμα, ἐτόνισεν ὅτι ὁ νόμος ρυθμίζει σαφῶς τὰ τῆς ἐπικοινωνίας τῶν δικαστῶν μὲ τὸ ὑπουργεῖον. Ὁ κ. Φλῶρος, ἀπαντῶν εἰς τὸν γενικὸν γραμματέα, ἐδήλωσεν ὅτι οὐδέποτε ἠρνήθη τὴν συνεργασίαν μετὰ τῶν ἁρμοδίων ὑπηρεσιῶν. Ἐπίσης ἐτόνισεν ὅτι τὸ ἐπεισόδιον ἐλήφθη ὑπ᾽ ὄψιν ὑπὸ τῆς ὁλομελείας. [12, 664, 386, 723]
article-body: ΗΝΩΜΕΝΑ ΕΘΝΗ, 30.— Ἡ Σοβιετικὴ Ἕνωσις κατέβαλε ποσὸν 5.000.000 δολλαρίων ἔναντι τῶν καθυστερουμένων εἰσφορῶν της. [401, 596, 611, 631]
article-turkey [8, 0, 390, 331]
article-body-cont: ΝΤΑ ΝΑΓΚ 1. (Ἀσσ. Πρές).— Δυνάμεις τῶν ἀνταρτῶν Βιὲτ Κὸγκ ἐξαπέλυσαν ὀλμοβολισμὸν ἐναντίον τῆς ἀμερικανικῆς ἀεροπορικῆς βάσεως τοῦ Ντὰ Νάγκ, καταστρέψασαι ὀκτὼ ἀεροπλάνα καὶ προκαλέσασαι ζημίας εἰς ἄλλα. Κατὰ τὰς πρώτας πληροφορίας, τρία τάγματα Νοτιοβιετναμιτῶν ἐπαγιδεύθησαν ὑπὸ τῶν ἀνταρτῶν εἰς τὴν περιοχὴν τοῦ Κουάγκ Νγκάι. Αἱ ἀπώλειαι ὑπῆρξαν σοβαραί. Ἀμερικανικὰ ἀεροσκάφη ἐβομβάρδισαν στόχους εἰς τὸ Βόρειον Βιετνάμ. Εἰς Σαϊγκὸν ἐλήφθησαν αὐστηρὰ μέτρα ἀσφαλείας καὶ ἀνεστάλη ἡ ἔκδοσις ὡρισμένων ἐφημερίδων. [626, 339, 1166, 398]
article-body-cont: ΑΛΓΕΡΙΟΝ, 30. (Ρώυτερ).— Ὁ πρόεδρος Μπουμεντιὲν ἐδήλωσεν ὅτι ἡ Ἀλγερία παραμένει σοσιαλιστικὴ χώρα, ἀλλ᾽ ἀποκρούει κάθε ξένην ἐπέμβασιν εἰς τὰ ἐσωτερικά της. Ἡ νέα πολιτικὴ τῆς κυβερνήσεως θὰ στηριχθῇ εἰς τὴν ἀνεξαρτησίαν. [1181, 585, 1563, 632]
article-body: ΛΟΝΔΙΝΟΝ, 30. (Ρώυτερ).— Οἱ παραγωγοὶ βρεταννικοῦ τηλεοπτικοῦ προγράμματος προσεκάλεσαν ξένους διπλωμάτας ὅπως ἐμφανισθοῦν, χωρὶς νὰ γνωρίζουν τὸν ἀληθινὸν σκοπὸν τῆς ἐκπομπῆς. Ἡ ὑπόθεσις προεκάλεσε διαμαρτυρίας. [12, 1003, 386, 1038]
article-hungary [397, 1131, 615, 1211]
headline: 32 ΝΕΚΡΟΙ ΚΑΤΑ ΤΗΝ ΠΤΩΣΙΝ ΑΕΡΟΦΡΙΟΥ ΕΙΣ ΒΑΡΑΘΡΟΝ [1217, 253, 1528, 282]
section-label: ΔΙΑΒΗΜΑΤΑ ΕΙΣ ΛΟΝΔΙΝΟΝ [830, 816, 963, 827]
section-label: ΒΟΜΒΑΡΔΙΣΜΟΣ ΑΕΡΟΔΡΟΜΙΟΥ [820, 1145, 973, 1156]
column-rule [618, 0, 619, 2324]
headline: ΑΙ ΑΠΩΛΕΙΑΙ ΤΩΝ ΑΡΑΒΩΝ ΚΑΤΑ ΤΑΣ ΜΑΧΑΣ ΕΙΣ ΝΟΤ. ΥΕΜΕΝΗΝ [1190, 343, 1554, 372]
byline: ΣΠ. Π. ΓΡΑΝΙΤΣΑΣ [303, 906, 386, 917]
article-body: ΡΩΜΗ, 30. (Ἀθ. Πρακτ.).— Ὑπεγράφη ἡ σύμβασις τοῦ δανείου τῆς Ἰταλίας πρὸς τὴν Ἑλλάδα, ὕψους 3.750.000.000 λιρῶν, διὰ τὴν χρηματοδότησιν ἔργων. [401, 140, 611, 187]
article-italian-loan [397, 90, 615, 240]
section-label: ΔΗΛΩΣΕΙΣ ΤΟΥ ΜΙΚΟΓΙΑΝ [1311, 766, 1433, 777]
headline: ΠΑΝΑΜΑ͂Ι͂ΚΟΝ ΣΚΑΦΟΣ ΚΙΝΔΥΝΕΥΕΙ ΕΙΣ ΤΟΝ ΙΝΔΙΚΟΝ [405, 245, 607, 275]
headline: Η ΡΩΣΙΑ ΚΑΤΕΒΑΛΕ ΤΑΣ ΕΙΣΦΟΡΑΣ ΕΙΣ ΤΑ ΗΝ. ΕΘΝΗ [412, 564, 599, 594]
article-yemen [1177, 339, 1567, 405]
article-nazi-trial [1177, 1069, 1567, 1135]
headline: Ο ΠΑΠΑΣ ΣΥΝΙΣΤΑ ΤΗΝ ΠΕΝΙΑΝ ΠΡΟΣ ΤΟΥΣ ΚΛΗΡΙΚΟΥΣ [22, 1260, 179, 1302]
deck: Ο κ. ΦΛΩΡΟΣ ΑΠΑΝΤΑ ΕΙΣ ΤΟΝ ΓΕΝΙΚΟΝ ΓΡΑΜΜΑΤΕΑ [12, 381, 386, 430]
headline: ΜΕΓΑΛΗ ΙΑΠΩΝΙΚΗ ΑΕΡΟΠΟΡΙΚΗ ΕΤΑΙΡΕΙΑ ΙΔΡΥΕΙ ΠΡΟΣΕΧΩΣ ΓΡΑΦΕΙΑ ΕΙΣ ΤΑΣ ΑΘΗΝΑΣ ΔΙ᾽ ΟΛΑ ΤΑ ΔΡΟΜΟΛΟΓΙΑ ΜΕΤΑ ΤΗΣ ΕΥΡΩΠΗΣ [17, 733, 381, 806]
column-1 [8, 0, 390, 2324]
article-body-cont: ΠΑΝΑΜΑ ΣΙΤΥ, 30.— Ἀστροναύτης ἀπεκοιμήθη κατὰ τὴν διάρκειαν ἐκπαιδευτικῆς ἀσκήσεως. [401, 974, 611, 997]
headline: Εἶχεν ἀπήχησιν εἰς τὴν Τουρκίαν τὸ διάβημα τοῦ κ. Κωστοπούλου διὰ τὰς ἀπελάσεις τῶν ὁμογενῶν [13, 4, 385, 198]
article-body: ΛΕΥΚΩΣΙΑ, 30. (Ἀθ. Πρακτ.).— Ὁ ὑπουργὸς ἐξωτερικῶν τῆς Κύπρου κ. Κυπριανοῦ, θὰ ἀναχωρήσῃ τὸ Σάββατον διὰ τὰς Ἀθήνας, ὅπου θὰ ἔχῃ ἐπαφὰς μὲ τὴν Ἑλληνικὴν Κυβέρνησιν. [401, 36, 611, 84]
article-body-cont: —ΟΜΑΔΕΣ ἀνταρτῶν τοῦ σουδανικοῦ στρατοῦ συνελήφθησαν. —Ο ΠΡΟΕΔΡΟΣ τῆς Βολιβίας ἀνεκοίνωσε νέα μέτρα. —ΤΟΚΙΟ, 30. (Ἀσσ. Πρές).— Νέα ἀεροπορικὴ σύνδεσις ἐγκαινιάζεται. —ΤΗΛΕΓΡΑΦΗΜΑ ἐκ Καΐρου ἀναφέρει ὅτι ἐπίκειται ἐπίσκεψις. [626, 1409, 1166, 1444]
article-body-cont: ΟΥΑΣΙΓΚΤΩΝ, 30. (Ρώυτερ).— Ὁ Σοβιετικὸς διπλωμάτης ἐζήτησεν ἄσυλον εἰς τὰς Ἡνωμένας Πολιτείας. [401, 872, 611, 908]
section-label: Η ΝΕΑ ΠΟΛΙΤΙΚΗ [1332, 571, 1413, 582]
section-label: ΜΕΤΡΑ ΕΙΣ ΣΑΙΓΚΟΝ [848, 555, 945, 566]
deck: ΕΔΗΛΩΣΕΝ Ο κ. ΚΟΣΥΓΚΙΝ ΕΙΣ ΑΓΓΛΟΝ ΠΟΛΙΤΙΚΟΝ [1181, 134, 1563, 191]
headline: ΑΣΤΡΟΝΑΥΤΗΣ ΑΠΕΚΟΙΜΗΘΗ ΕΙΣ ΤΟ ΒΟΛΑΝ [406, 918, 606, 948]
article-body-cont: ΛΟΝΔΙΝΟΝ, 30. (Ἰδιαιτέρα ἀνταπόκρισις).— Ἡ Γαλλία ἀπειλεῖ νὰ προσφύγῃ εἰς τὸ Διεθνὲς Δικαστήριον τῆς Χάγης ἐὰν ἡ Βρεταννία ἀρνηθῇ νὰ συμμετάσχῃ εἰς τὰς δαπάνας κατασκευῆς τοῦ ὑπερηχητικοῦ ἀεροσκάφους «Κόνκορντ». [12, 1214, 386, 1249]
article-body-cont: ΝΤΑ ΝΑΓΚ 1. (Ἀσσ. Πρές).— Δυνάμεις τῶν ἀνταρτῶν Βιὲτ Κὸγκ ἐξαπέλυσαν ὀλμοβολισμὸν ἐναντίον τῆς ἀμερικανικῆς ἀεροπορικῆς βάσεως τοῦ Ντὰ Νάγκ, καταστρέψασαι ὀκτὼ ἀεροπλάνα καὶ προκαλέσασαι ζημίας εἰς ἄλλα. Κατὰ τὰς πρώτας πληροφορίας, τρία τάγματα Νοτιοβιετναμιτῶν ἐπαγιδεύθησαν ὑπὸ τῶν ἀνταρτῶν εἰς τὴν περιοχὴν τοῦ Κουάγκ Νγκάι. Αἱ ἀπώλειαι ὑπῆρξαν σοβαραί. Ἀμερικανικὰ ἀεροσκάφη ἐβομβάρδισαν στόχους εἰς τὸ Βόρειον Βιετνάμ. Εἰς Σαϊγκὸν ἐλήφθησαν αὐστηρὰ μέτρα ἀσφαλείας καὶ ἀνεστάλη ἡ ἔκδοσις ὡρισμένων ἐφημερίδων. [626, 647, 1166, 706]
headline: ΥΠΕΓΡΑΦΗ Η ΣΥΜΒΑΣΙΣ ΔΙΑ ΤΟ ΔΑΝΕΙΟΝ ΤΩΝ ΙΤΑΛΩΝ ΠΡΟΣ ΤΗΝ ΕΛΛΑΔΑ [401, 94, 611, 137]
article-body-cont: ΗΝΩΜΕΝΑ ΕΘΝΗ, 30.— Ἡ Σοβιετικὴ Ἕνωσις κατέβαλε ποσὸν 5.000.000 δολλαρίων ἔναντι τῶν καθυστερουμένων εἰσφορῶν της. [401, 631, 611, 666]
article-body: ΠΑΡΙΣΙΟΙ, 30. (Ρώυτερ).— Ὁ εἰσαγγελεὺς ἐζήτησε τὴν ἐσχάτην τῶν ποινῶν διὰ τὸν κατηγορούμενον. [1181, 1105, 1448, 1129]
article-concorde [8, 1081, 390, 1256]
